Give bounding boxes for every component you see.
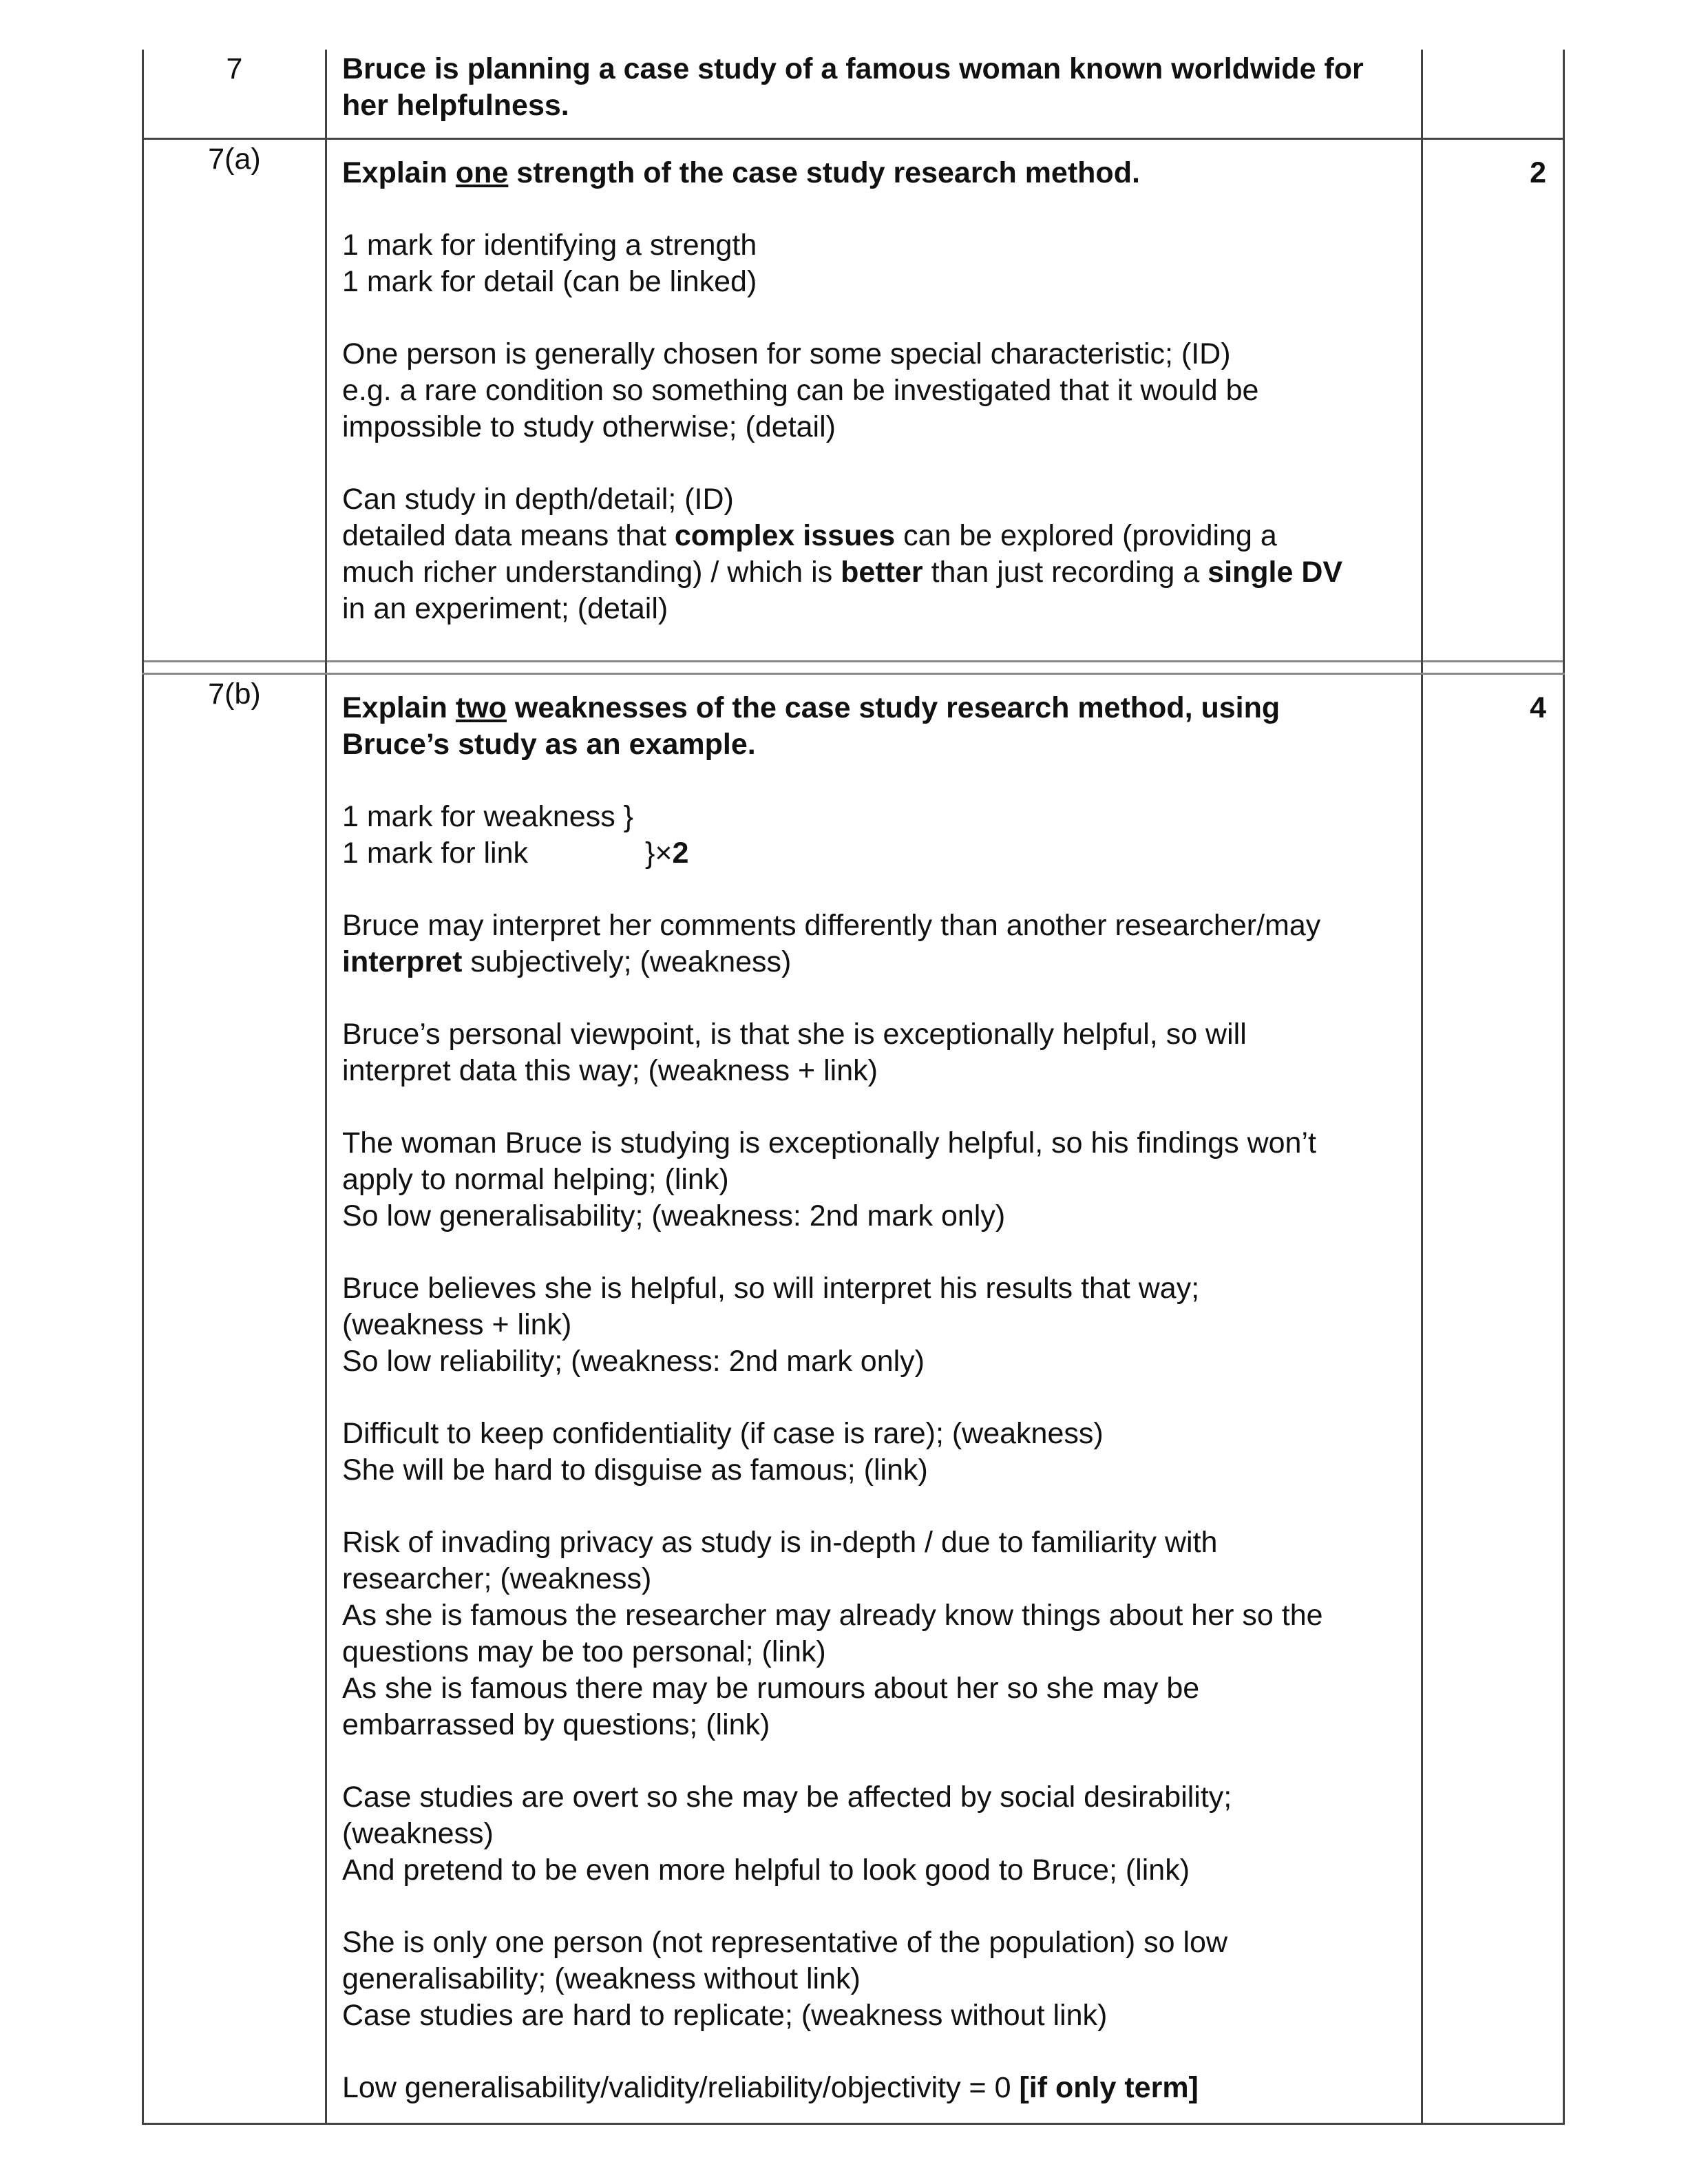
answer-line: impossible to study otherwise; (detail) [342, 410, 836, 443]
answer-line [342, 2070, 1407, 2106]
answer-line: in an experiment; (detail) [342, 592, 668, 625]
mark-scheme-page [142, 50, 1563, 2125]
answer-line: researcher; (weakness) [342, 1562, 652, 1595]
marks-cell-empty [1422, 50, 1564, 139]
answer-line: Case studies are overt so she may be affected by social desirability; [342, 1781, 1232, 1814]
question-text-part: Explain [342, 691, 456, 724]
answer-line: embarrassed by questions; (link) [342, 1708, 770, 1741]
guidance-line: 1 mark for weakness } [342, 800, 634, 833]
answer-line: apply to normal helping; (link) [342, 1163, 729, 1196]
row-separator [143, 662, 1564, 674]
brace-symbol: } [645, 837, 655, 870]
answer-line: And pretend to be even more helpful to look good to Bruce; (link) [342, 1854, 1190, 1887]
guidance-line: 1 mark for identifying a strength [342, 229, 757, 262]
answer-line: questions may be too personal; (link) [342, 1635, 826, 1668]
question-7-row [143, 50, 1564, 139]
answer-point [342, 1270, 1407, 1380]
answer-line: One person is generally chosen for some special characteristic; (ID) [342, 337, 1231, 370]
answer-cell [326, 674, 1422, 2124]
multiplier-number: 2 [672, 837, 689, 870]
answer-point [342, 1016, 1407, 1089]
answer-point [342, 2070, 1407, 2106]
answer-line: As she is famous there may be rumours about her so she may be [342, 1672, 1200, 1705]
answer-point [342, 1524, 1407, 1743]
question-text-part: strength of the case study research method. [508, 156, 1140, 189]
text-bold: better [841, 556, 923, 589]
answer-line: As she is famous the researcher may already know things about her so the [342, 1599, 1323, 1632]
question-7a-row [143, 139, 1564, 662]
answer-point [342, 1779, 1407, 1889]
answer-line: Case studies are hard to replicate; (weakness without link) [342, 1999, 1108, 2032]
text-part: subjectively; (weakness) [462, 945, 792, 978]
marks-value: 2 [1422, 139, 1564, 662]
answer-line: Can study in depth/detail; (ID) [342, 483, 734, 516]
answer-line: So low reliability; (weakness: 2nd mark only) [342, 1345, 925, 1378]
answer-line [342, 554, 1407, 591]
guidance-label: 1 mark for link [342, 837, 529, 870]
answer-line: The woman Bruce is studying is exceptionally helpful, so his findings won’t [342, 1126, 1316, 1159]
question-number: 7(b) [143, 674, 326, 2124]
question-emphasis: one [455, 156, 509, 189]
question-number: 7 [143, 50, 326, 139]
answer-line: So low generalisability; (weakness: 2nd mark only) [342, 1199, 1006, 1232]
question-line [342, 690, 1407, 726]
text-part: can be explored (providing a [895, 519, 1277, 552]
marking-guidance [342, 799, 1407, 872]
question-text-part: weaknesses of the case study research method, using [506, 691, 1280, 724]
answer-line: Difficult to keep confidentiality (if case is rare); (weakness) [342, 1417, 1104, 1450]
multiply-symbol: × [655, 837, 673, 870]
text-part: than just recording a [922, 556, 1208, 589]
answer-cell [326, 139, 1422, 662]
answer-line: She will be hard to disguise as famous; (link) [342, 1453, 928, 1487]
answer-point [342, 481, 1407, 627]
answer-line: Bruce may interpret her comments differently than another researcher/may [342, 909, 1321, 942]
text-bold: complex issues [674, 519, 896, 552]
answer-line [342, 944, 1407, 980]
marks-value: 4 [1422, 674, 1564, 2124]
answer-line: generalisability; (weakness without link) [342, 1962, 861, 1995]
marking-guidance [342, 227, 1407, 300]
answer-point [342, 907, 1407, 980]
answer-line: Bruce’s personal viewpoint, is that she is exceptionally helpful, so will [342, 1018, 1247, 1051]
answer-point [342, 1416, 1407, 1489]
guidance-line: 1 mark for detail (can be linked) [342, 265, 757, 298]
answer-point [342, 1924, 1407, 2034]
answer-point [342, 1125, 1407, 1235]
answer-line: Risk of invading privacy as study is in-depth / due to familiarity with [342, 1526, 1218, 1559]
question-text [342, 155, 1407, 191]
text-bold: [if only term] [1019, 2071, 1199, 2104]
text-bold: single DV [1208, 556, 1343, 589]
answer-line: interpret data this way; (weakness + link) [342, 1054, 878, 1087]
question-text [342, 690, 1407, 763]
question-stem: Bruce is planning a case study of a famous woman known worldwide for her helpfulness. [326, 50, 1422, 139]
question-text-part: Explain [342, 156, 456, 189]
answer-line: Bruce believes she is helpful, so will interpret his results that way; [342, 1272, 1200, 1305]
guidance-line [342, 835, 1407, 872]
answer-line: She is only one person (not representative of the population) so low [342, 1926, 1228, 1959]
answer-line: e.g. a rare condition so something can be investigated that it would be [342, 374, 1259, 407]
question-number: 7(a) [143, 139, 326, 662]
question-line: Bruce’s study as an example. [342, 728, 756, 761]
answer-line [342, 518, 1407, 554]
text-part: Low generalisability/validity/reliability/objectivity = 0 [342, 2071, 1020, 2104]
answer-line: (weakness + link) [342, 1308, 572, 1341]
text-part: much richer understanding) / which is [342, 556, 841, 589]
text-bold: interpret [342, 945, 463, 978]
answer-line: (weakness) [342, 1817, 494, 1850]
mark-scheme-table [142, 50, 1565, 2125]
question-emphasis: two [455, 691, 507, 724]
text-part: detailed data means that [342, 519, 675, 552]
question-7b-row [143, 674, 1564, 2124]
answer-point [342, 336, 1407, 445]
